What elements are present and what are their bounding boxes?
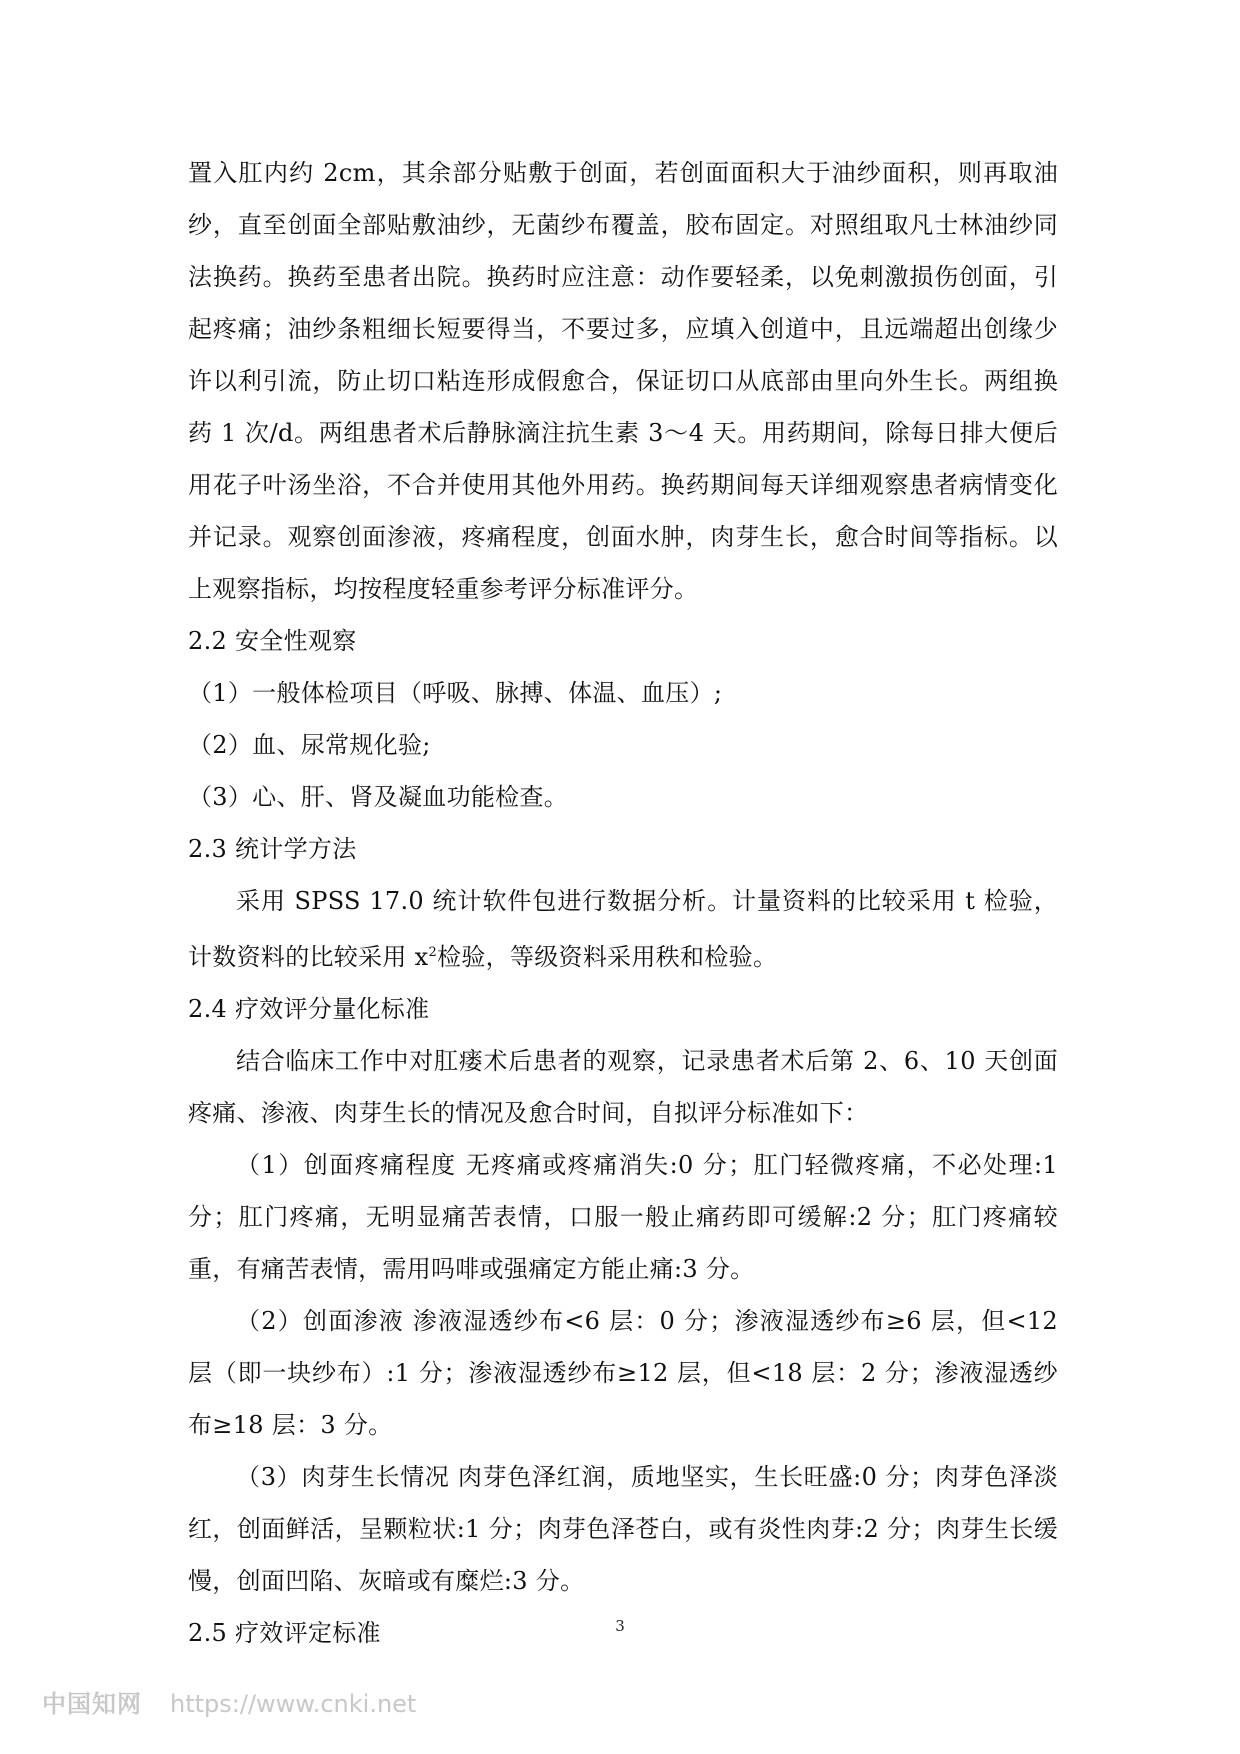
criterion-pain: （1）创面疼痛程度 无疼痛或疼痛消失:0 分；肛门轻微疼痛，不必处理:1 分；肛门疼痛，无明显痛苦表情，口服一般止痛药即可缓解:2 分；肛门疼痛较重，有痛苦表情，需用吗啡或强痛定方能止痛:3 分。 bbox=[188, 1151, 1058, 1283]
criterion-granulation: （3）肉芽生长情况 肉芽色泽红润，质地坚实，生长旺盛:0 分；肉芽色泽淡红，创面鲜活，呈颗粒状:1 分；肉芽色泽苍白，或有炎性肉芽:2 分；肉芽生长缓慢，创面凹陷、灰暗或有糜烂:3 分。 bbox=[188, 1463, 1058, 1595]
body-text bbox=[188, 147, 1058, 1659]
heading-2-5: 2.5 疗效评定标准 bbox=[188, 1619, 381, 1647]
safety-item-2: （2）血、尿常规化验; bbox=[188, 731, 431, 759]
cnki-watermark bbox=[42, 1684, 416, 1719]
statistics-text-end: 检验，等级资料采用秩和检验。 bbox=[437, 943, 778, 971]
heading-2-4: 2.4 疗效评分量化标准 bbox=[188, 995, 430, 1023]
statistics-text-start: 采用 SPSS 17.0 统计软件包进行数据分析。计量资料的比较采用 t 检验，计数资料的比较采用 x bbox=[188, 887, 1058, 971]
watermark-brand: 中国知网 bbox=[42, 1690, 142, 1718]
heading-2-3: 2.3 统计学方法 bbox=[188, 835, 357, 863]
chi-square-superscript: 2 bbox=[428, 945, 438, 960]
page-number: 3 bbox=[615, 1617, 625, 1635]
safety-item-3: （3）心、肝、肾及凝血功能检查。 bbox=[188, 783, 569, 811]
safety-item-1: （1）一般体检项目（呼吸、脉搏、体温、血压）; bbox=[188, 679, 723, 707]
paragraph-statistics bbox=[188, 875, 1058, 983]
paragraph-scoring-intro: 结合临床工作中对肛瘘术后患者的观察，记录患者术后第 2、6、10 天创面疼痛、渗液、肉芽生长的情况及愈合时间，自拟评分标准如下： bbox=[188, 1047, 1058, 1127]
criterion-exudate: （2）创面渗液 渗液湿透纱布<6 层：0 分；渗液湿透纱布≥6 层，但<12 层（即一块纱布）:1 分；渗液湿透纱布≥12 层，但<18 层：2 分；渗液湿透纱布≥18 层：3 分。 bbox=[188, 1307, 1058, 1439]
watermark-url: https://www.cnki.net bbox=[170, 1690, 417, 1718]
heading-2-2: 2.2 安全性观察 bbox=[188, 627, 357, 655]
paragraph-dressing-method: 置入肛内约 2cm，其余部分贴敷于创面，若创面面积大于油纱面积，则再取油纱，直至创面全部贴敷油纱，无菌纱布覆盖，胶布固定。对照组取凡士林油纱同法换药。换药至患者出院。换药时应注意：动作要轻柔，以免刺激损伤创面，引起疼痛；油纱条粗细长短要得当，不要过多，应填入创道中，且远端超出创缘少许以利引流，防止切口粘连形成假愈合，保证切口从底部由里向外生长。两组换药 1 次/d。两组患者术后静脉滴注抗生素 3～4 天。用药期间，除每日排大便后用花子叶汤坐浴，不合并使用其他外用药。换药期间每天详细观察患者病情变化并记录。观察创面渗液，疼痛程度，创面水肿，肉芽生长，愈合时间等指标。以上观察指标，均按程度轻重参考评分标准评分。 bbox=[188, 159, 1058, 603]
